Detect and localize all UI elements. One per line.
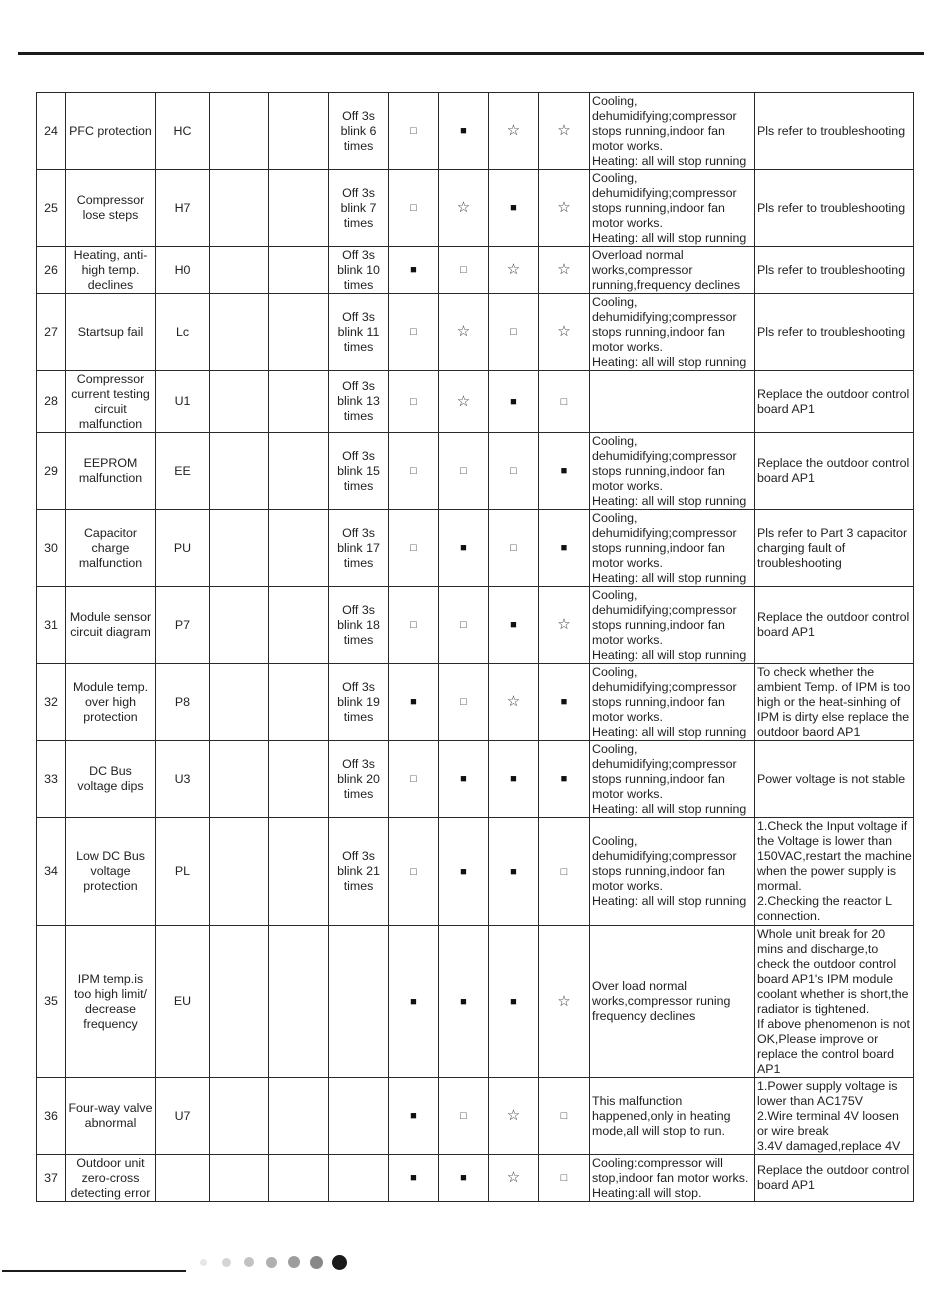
malfunction-name: Outdoor unit zero-cross detecting error: [66, 1155, 156, 1202]
table-row: [37, 587, 914, 664]
blink-pattern: Off 3s blink 20 times: [329, 741, 389, 818]
blink-pattern: [329, 926, 389, 1078]
blank-cell: [210, 433, 269, 510]
progress-dot: [310, 1256, 323, 1269]
empty-square-icon: □: [460, 264, 467, 276]
star-icon: ☆: [456, 199, 471, 216]
blink-pattern: [329, 1078, 389, 1155]
lamp-indicator-cell: [439, 247, 489, 294]
lamp-indicator-cell: [389, 93, 439, 170]
unit-status: [590, 371, 755, 433]
table-row: [37, 510, 914, 587]
lamp-indicator-cell: [489, 1078, 539, 1155]
unit-status: Cooling, dehumidifying;compressor stops running,indoor fan motor works. Heating: all will stop running: [590, 170, 755, 247]
filled-square-icon: ■: [410, 995, 417, 1008]
lamp-indicator-cell: [439, 433, 489, 510]
page-indicator: [198, 1252, 368, 1272]
lamp-indicator-cell: [439, 1155, 489, 1202]
unit-status: Cooling, dehumidifying;compressor stops running,indoor fan motor works. Heating: all will stop running: [590, 93, 755, 170]
row-number: 34: [37, 818, 66, 926]
lamp-indicator-cell: [539, 1155, 590, 1202]
solution: Replace the outdoor control board AP1: [755, 371, 914, 433]
filled-square-icon: ■: [560, 465, 568, 477]
error-code: P7: [156, 587, 210, 664]
blank-cell: [269, 433, 329, 510]
row-number: 36: [37, 1078, 66, 1155]
blank-cell: [210, 510, 269, 587]
blink-pattern: Off 3s blink 17 times: [329, 510, 389, 587]
empty-square-icon: □: [460, 465, 467, 477]
unit-status: Over load normal works,compressor runing frequency declines: [590, 926, 755, 1078]
filled-square-icon: ■: [560, 696, 568, 708]
error-code: U7: [156, 1078, 210, 1155]
star-icon: ☆: [557, 199, 571, 216]
lamp-indicator-cell: [539, 587, 590, 664]
filled-square-icon: ■: [510, 865, 517, 878]
lamp-indicator-cell: [489, 510, 539, 587]
malfunction-name: DC Bus voltage dips: [66, 741, 156, 818]
blank-cell: [269, 294, 329, 371]
malfunction-name: PFC protection: [66, 93, 156, 170]
blank-cell: [210, 93, 269, 170]
lamp-indicator-cell: [489, 818, 539, 926]
blink-pattern: Off 3s blink 6 times: [329, 93, 389, 170]
error-code: EU: [156, 926, 210, 1078]
lamp-indicator-cell: [439, 818, 489, 926]
error-code: H0: [156, 247, 210, 294]
lamp-indicator-cell: [539, 510, 590, 587]
table-row: [37, 294, 914, 371]
blank-cell: [269, 1155, 329, 1202]
lamp-indicator-cell: [389, 170, 439, 247]
empty-square-icon: □: [510, 326, 517, 338]
star-icon: ☆: [456, 392, 471, 410]
blank-cell: [210, 294, 269, 371]
lamp-indicator-cell: [439, 1078, 489, 1155]
unit-status: Cooling, dehumidifying;compressor stops running,indoor fan motor works. Heating: all will stop running: [590, 587, 755, 664]
malfunction-name: Capacitor charge malfunction: [66, 510, 156, 587]
lamp-indicator-cell: [439, 664, 489, 741]
error-code: U3: [156, 741, 210, 818]
lamp-indicator-cell: [489, 433, 539, 510]
row-number: 30: [37, 510, 66, 587]
lamp-indicator-cell: [439, 587, 489, 664]
lamp-indicator-cell: [489, 93, 539, 170]
filled-square-icon: ■: [510, 619, 517, 631]
table-row: [37, 93, 914, 170]
lamp-indicator-cell: [539, 1078, 590, 1155]
lamp-indicator-cell: [539, 247, 590, 294]
row-number: 31: [37, 587, 66, 664]
lamp-indicator-cell: [439, 371, 489, 433]
error-code: H7: [156, 170, 210, 247]
table-row: [37, 1155, 914, 1202]
empty-square-icon: □: [510, 542, 517, 554]
empty-square-icon: □: [560, 395, 568, 408]
filled-square-icon: ■: [510, 395, 517, 408]
blank-cell: [269, 741, 329, 818]
lamp-indicator-cell: [389, 1078, 439, 1155]
empty-square-icon: □: [410, 395, 417, 408]
progress-dot: [288, 1256, 300, 1268]
lamp-indicator-cell: [489, 294, 539, 371]
lamp-indicator-cell: [389, 371, 439, 433]
unit-status: Cooling, dehumidifying;compressor stops running,indoor fan motor works. Heating: all will stop running: [590, 510, 755, 587]
lamp-indicator-cell: [539, 93, 590, 170]
error-code: PU: [156, 510, 210, 587]
empty-square-icon: □: [410, 465, 417, 477]
star-icon: ☆: [506, 261, 521, 278]
blink-pattern: Off 3s blink 19 times: [329, 664, 389, 741]
error-code: EE: [156, 433, 210, 510]
row-number: 29: [37, 433, 66, 510]
malfunction-name: IPM temp.is too high limit/ decrease frequency: [66, 926, 156, 1078]
row-number: 24: [37, 93, 66, 170]
lamp-indicator-cell: [539, 818, 590, 926]
lamp-indicator-cell: [539, 294, 590, 371]
table-row: [37, 371, 914, 433]
row-number: 32: [37, 664, 66, 741]
table-row: [37, 741, 914, 818]
blink-pattern: Off 3s blink 18 times: [329, 587, 389, 664]
lamp-indicator-cell: [489, 926, 539, 1078]
row-number: 28: [37, 371, 66, 433]
lamp-indicator-cell: [539, 926, 590, 1078]
solution: Pls refer to Part 3 capacitor charging fault of troubleshooting: [755, 510, 914, 587]
error-code: Lc: [156, 294, 210, 371]
blink-pattern: Off 3s blink 10 times: [329, 247, 389, 294]
solution: Pls refer to troubleshooting: [755, 294, 914, 371]
blank-cell: [269, 247, 329, 294]
unit-status: Cooling, dehumidifying;compressor stops running,indoor fan motor works. Heating: all will stop running: [590, 741, 755, 818]
star-icon: ☆: [506, 1107, 521, 1124]
solution: Replace the outdoor control board AP1: [755, 587, 914, 664]
filled-square-icon: ■: [460, 995, 467, 1008]
blink-pattern: Off 3s blink 13 times: [329, 371, 389, 433]
lamp-indicator-cell: [389, 926, 439, 1078]
unit-status: Cooling, dehumidifying;compressor stops running,indoor fan motor works. Heating: all will stop running: [590, 818, 755, 926]
blank-cell: [269, 664, 329, 741]
filled-square-icon: ■: [410, 1110, 417, 1122]
filled-square-icon: ■: [410, 264, 417, 276]
malfunction-name: Low DC Bus voltage protection: [66, 818, 156, 926]
solution: 1.Check the Input voltage if the Voltage is lower than 150VAC,restart the machine when the power supply is mormal. 2.Checking the reactor L connection.: [755, 818, 914, 926]
empty-square-icon: □: [460, 619, 467, 631]
star-icon: ☆: [557, 992, 571, 1010]
malfunction-name: Heating, anti-high temp. declines: [66, 247, 156, 294]
lamp-indicator-cell: [439, 741, 489, 818]
star-icon: ☆: [557, 323, 571, 340]
solution: Whole unit break for 20 mins and discharge,to check the outdoor control board AP1's IPM module coolant whether is short,the radiator is tightened. If above phenomenon is not OK,Please improve or replace the control board AP1: [755, 926, 914, 1078]
malfunction-name: Compressor current testing circuit malfunction: [66, 371, 156, 433]
row-number: 37: [37, 1155, 66, 1202]
lamp-indicator-cell: [389, 247, 439, 294]
lamp-indicator-cell: [489, 1155, 539, 1202]
empty-square-icon: □: [410, 542, 417, 554]
lamp-indicator-cell: [389, 818, 439, 926]
table-row: [37, 247, 914, 294]
lamp-indicator-cell: [439, 170, 489, 247]
blank-cell: [210, 1078, 269, 1155]
empty-square-icon: □: [410, 125, 417, 137]
table-row: [37, 664, 914, 741]
solution: To check whether the ambient Temp. of IPM is too high or the heat-sinhing of IPM is dirty else replace the outdoor baord AP1: [755, 664, 914, 741]
row-number: 25: [37, 170, 66, 247]
empty-square-icon: □: [410, 326, 417, 338]
malfunction-name: Four-way valve abnormal: [66, 1078, 156, 1155]
lamp-indicator-cell: [539, 433, 590, 510]
solution: Pls refer to troubleshooting: [755, 170, 914, 247]
lamp-indicator-cell: [439, 294, 489, 371]
footer-rule: [2, 1270, 186, 1272]
unit-status: Cooling, dehumidifying;compressor stops running,indoor fan motor works. Heating: all will stop running: [590, 433, 755, 510]
lamp-indicator-cell: [389, 587, 439, 664]
blank-cell: [269, 93, 329, 170]
progress-dot: [200, 1259, 207, 1266]
error-code: P8: [156, 664, 210, 741]
solution: Pls refer to troubleshooting: [755, 247, 914, 294]
solution: Pls refer to troubleshooting: [755, 93, 914, 170]
row-number: 27: [37, 294, 66, 371]
empty-square-icon: □: [410, 202, 417, 214]
star-icon: ☆: [557, 616, 571, 633]
star-icon: ☆: [557, 261, 571, 278]
lamp-indicator-cell: [489, 247, 539, 294]
lamp-indicator-cell: [389, 664, 439, 741]
progress-dot: [266, 1257, 277, 1268]
lamp-indicator-cell: [439, 93, 489, 170]
row-number: 33: [37, 741, 66, 818]
blink-pattern: Off 3s blink 15 times: [329, 433, 389, 510]
lamp-indicator-cell: [489, 371, 539, 433]
blank-cell: [269, 510, 329, 587]
lamp-indicator-cell: [489, 664, 539, 741]
unit-status: Overload normal works,compressor running,frequency declines: [590, 247, 755, 294]
filled-square-icon: ■: [510, 202, 517, 214]
malfunction-name: Startsup fail: [66, 294, 156, 371]
blink-pattern: [329, 1155, 389, 1202]
empty-square-icon: □: [460, 1110, 467, 1122]
table-row: [37, 1078, 914, 1155]
unit-status: Cooling:compressor will stop,indoor fan motor works. Heating:all will stop.: [590, 1155, 755, 1202]
star-icon: ☆: [506, 122, 521, 139]
filled-square-icon: ■: [410, 696, 417, 708]
error-code: U1: [156, 371, 210, 433]
solution: Replace the outdoor control board AP1: [755, 433, 914, 510]
blank-cell: [269, 926, 329, 1078]
lamp-indicator-cell: [389, 510, 439, 587]
malfunction-table: [36, 92, 914, 1202]
blank-cell: [210, 926, 269, 1078]
star-icon: ☆: [456, 323, 471, 340]
malfunction-name: Compressor lose steps: [66, 170, 156, 247]
malfunction-name: Module sensor circuit diagram: [66, 587, 156, 664]
star-icon: ☆: [506, 1169, 521, 1186]
filled-square-icon: ■: [460, 773, 467, 785]
empty-square-icon: □: [560, 1110, 568, 1122]
lamp-indicator-cell: [539, 741, 590, 818]
lamp-indicator-cell: [489, 170, 539, 247]
empty-square-icon: □: [410, 773, 417, 785]
blink-pattern: Off 3s blink 7 times: [329, 170, 389, 247]
blank-cell: [269, 818, 329, 926]
empty-square-icon: □: [410, 865, 417, 878]
filled-square-icon: ■: [510, 995, 517, 1008]
malfunction-name: EEPROM malfunction: [66, 433, 156, 510]
error-code: PL: [156, 818, 210, 926]
blank-cell: [269, 170, 329, 247]
lamp-indicator-cell: [389, 741, 439, 818]
blank-cell: [269, 371, 329, 433]
filled-square-icon: ■: [460, 542, 467, 554]
error-code: [156, 1155, 210, 1202]
blank-cell: [210, 587, 269, 664]
lamp-indicator-cell: [489, 587, 539, 664]
progress-dot: [244, 1257, 254, 1267]
blank-cell: [210, 664, 269, 741]
empty-square-icon: □: [560, 865, 568, 878]
unit-status: Cooling, dehumidifying;compressor stops running,indoor fan motor works. Heating: all will stop running: [590, 664, 755, 741]
filled-square-icon: ■: [560, 773, 568, 785]
empty-square-icon: □: [410, 619, 417, 631]
blank-cell: [269, 587, 329, 664]
lamp-indicator-cell: [389, 433, 439, 510]
row-number: 26: [37, 247, 66, 294]
table-row: [37, 433, 914, 510]
blank-cell: [210, 170, 269, 247]
table-row: [37, 926, 914, 1078]
filled-square-icon: ■: [460, 125, 467, 137]
lamp-indicator-cell: [489, 741, 539, 818]
progress-dot: [222, 1258, 231, 1267]
row-number: 35: [37, 926, 66, 1078]
filled-square-icon: ■: [410, 1172, 417, 1184]
table-row: [37, 170, 914, 247]
solution: Replace the outdoor control board AP1: [755, 1155, 914, 1202]
empty-square-icon: □: [560, 1172, 568, 1184]
lamp-indicator-cell: [539, 664, 590, 741]
lamp-indicator-cell: [439, 510, 489, 587]
empty-square-icon: □: [510, 465, 517, 477]
lamp-indicator-cell: [539, 170, 590, 247]
blank-cell: [210, 1155, 269, 1202]
lamp-indicator-cell: [389, 294, 439, 371]
error-code: HC: [156, 93, 210, 170]
blank-cell: [210, 371, 269, 433]
blank-cell: [210, 247, 269, 294]
blank-cell: [210, 818, 269, 926]
lamp-indicator-cell: [539, 371, 590, 433]
unit-status: Cooling, dehumidifying;compressor stops running,indoor fan motor works. Heating: all will stop running: [590, 294, 755, 371]
solution: Power voltage is not stable: [755, 741, 914, 818]
filled-square-icon: ■: [460, 1172, 467, 1184]
unit-status: This malfunction happened,only in heating mode,all will stop to run.: [590, 1078, 755, 1155]
malfunction-name: Module temp. over high protection: [66, 664, 156, 741]
table-row: [37, 818, 914, 926]
solution: 1.Power supply voltage is lower than AC175V 2.Wire terminal 4V loosen or wire break 3.4V damaged,replace 4V: [755, 1078, 914, 1155]
header-rule: [18, 52, 924, 55]
blink-pattern: Off 3s blink 11 times: [329, 294, 389, 371]
blank-cell: [269, 1078, 329, 1155]
lamp-indicator-cell: [389, 1155, 439, 1202]
blink-pattern: Off 3s blink 21 times: [329, 818, 389, 926]
star-icon: ☆: [557, 122, 571, 139]
filled-square-icon: ■: [460, 865, 467, 878]
empty-square-icon: □: [460, 696, 467, 708]
star-icon: ☆: [506, 693, 521, 710]
blank-cell: [210, 741, 269, 818]
progress-dot: [332, 1255, 347, 1270]
filled-square-icon: ■: [560, 542, 568, 554]
filled-square-icon: ■: [510, 773, 517, 785]
lamp-indicator-cell: [439, 926, 489, 1078]
